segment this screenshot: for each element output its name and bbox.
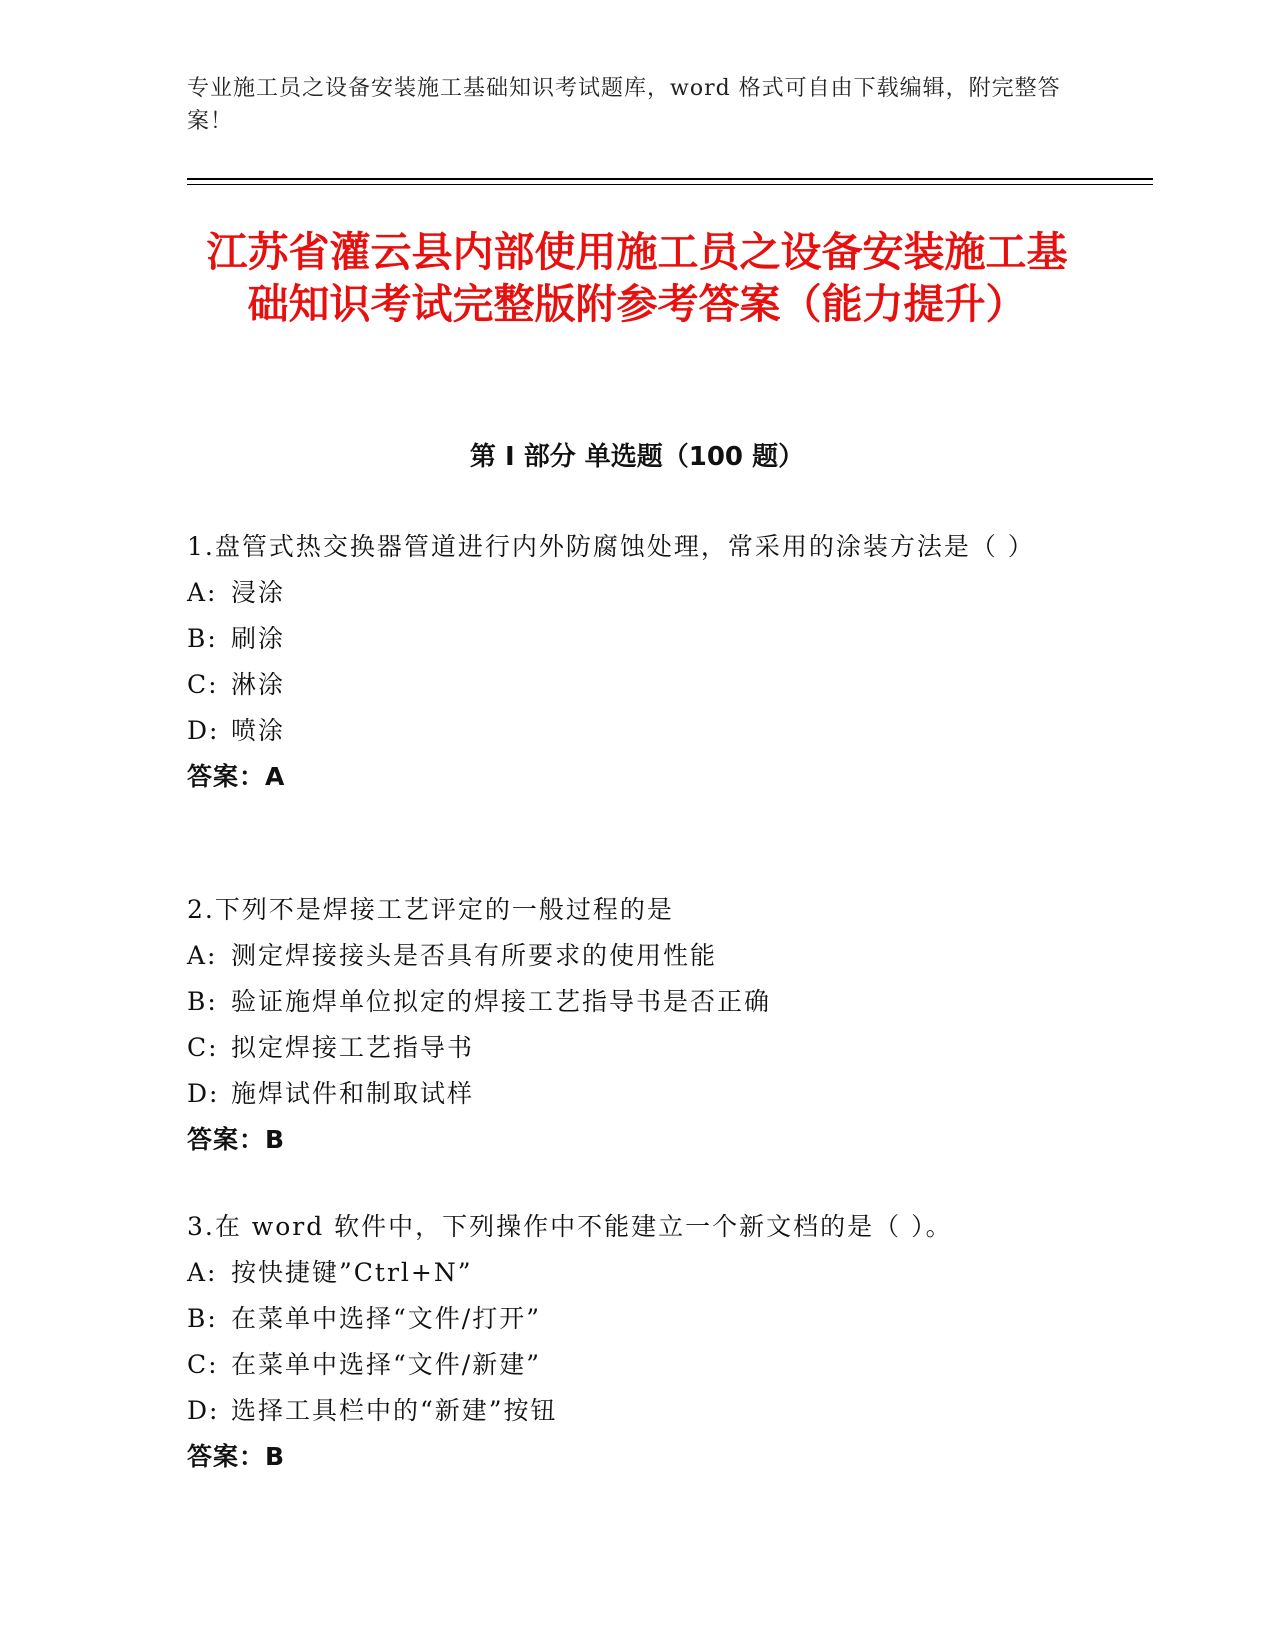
- question-3: [187, 1204, 1067, 1480]
- option-text: 测定焊接接头是否具有所要求的使用性能: [231, 941, 718, 970]
- option-d: [187, 708, 1067, 754]
- option-c: [187, 1342, 1067, 1388]
- option-key: C:: [187, 1350, 219, 1379]
- option-text: 验证施焊单位拟定的焊接工艺指导书是否正确: [231, 987, 772, 1016]
- option-c: [187, 1025, 1067, 1071]
- option-a: [187, 933, 1067, 979]
- header-rule-thin: [187, 184, 1153, 185]
- option-b: [187, 1296, 1067, 1342]
- option-text: 按快捷键”Ctrl+N”: [231, 1258, 473, 1287]
- option-d: [187, 1388, 1067, 1434]
- option-text: 在菜单中选择“文件/打开”: [231, 1304, 541, 1333]
- option-key: B:: [187, 624, 218, 653]
- option-text: 施焊试件和制取试样: [231, 1079, 475, 1108]
- question-2: [187, 887, 1067, 1163]
- option-key: A:: [187, 941, 218, 970]
- option-b: [187, 616, 1067, 662]
- header-rule-thick: [187, 178, 1153, 180]
- option-text: 选择工具栏中的“新建”按钮: [231, 1396, 558, 1425]
- option-c: [187, 662, 1067, 708]
- document-title: 江苏省灌云县内部使用施工员之设备安装施工基础知识考试完整版附参考答案（能力提升）: [206, 228, 1068, 328]
- option-a: [187, 1250, 1067, 1296]
- option-text: 淋涂: [231, 670, 286, 699]
- question-stem: 2.下列不是焊接工艺评定的一般过程的是: [187, 895, 674, 924]
- question-stem: 1.盘管式热交换器管道进行内外防腐蚀处理，常采用的涂装方法是（ ）: [187, 532, 1035, 561]
- option-b: [187, 979, 1067, 1025]
- option-key: A:: [187, 1258, 218, 1287]
- answer-line: 答案：B: [187, 1125, 286, 1154]
- option-text: 刷涂: [231, 624, 286, 653]
- answer-line: 答案：A: [187, 762, 286, 791]
- option-key: B:: [187, 1304, 218, 1333]
- option-text: 在菜单中选择“文件/新建”: [231, 1350, 541, 1379]
- option-key: C:: [187, 1033, 219, 1062]
- option-key: B:: [187, 987, 218, 1016]
- option-d: [187, 1071, 1067, 1117]
- option-key: D:: [187, 716, 220, 745]
- option-text: 拟定焊接工艺指导书: [231, 1033, 475, 1062]
- section-heading: 第 I 部分 单选题（100 题）: [469, 442, 805, 472]
- option-text: 浸涂: [231, 578, 286, 607]
- header-note: 专业施工员之设备安装施工基础知识考试题库，word 格式可自由下载编辑，附完整答案！: [187, 76, 1061, 134]
- option-key: C:: [187, 670, 219, 699]
- answer-line: 答案：B: [187, 1442, 286, 1471]
- option-a: [187, 570, 1067, 616]
- option-text: 喷涂: [231, 716, 286, 745]
- option-key: D:: [187, 1396, 220, 1425]
- question-stem: 3.在 word 软件中，下列操作中不能建立一个新文档的是（ ）。: [187, 1212, 953, 1241]
- option-key: D:: [187, 1079, 220, 1108]
- option-key: A:: [187, 578, 218, 607]
- question-1: [187, 524, 1067, 800]
